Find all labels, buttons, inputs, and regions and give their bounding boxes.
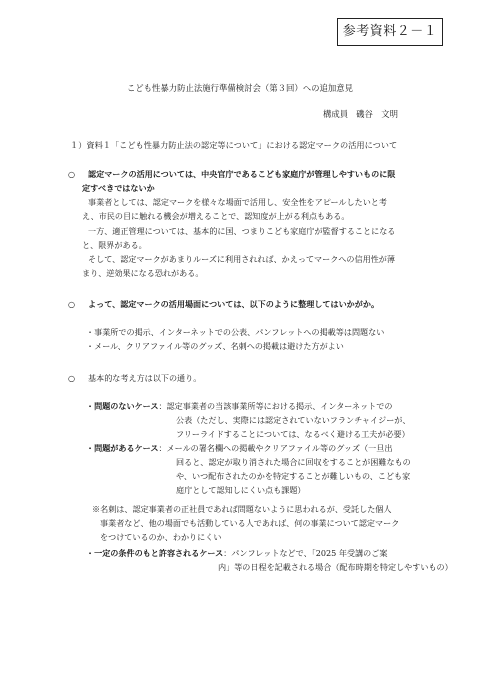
author-name: 磯谷 文明: [356, 109, 398, 119]
case2-line-3: や、いつ配布されたのかを特定することが難しいもの、こども家: [176, 471, 411, 481]
p1-body-line-2: え、市民の目に触れる機会が増えることで、認知度が上がる利点もある。: [82, 211, 350, 221]
p1-heading-line-1: ○ 認定マークの活用については、中央官庁であるこども家庭庁が管理しやすいものに限: [68, 169, 396, 179]
document-title: こども性暴力防止法施行準備検討会（第３回）への追加意見: [126, 83, 354, 93]
p1-body-line-1: 事業者としては、認定マークを様々な場面で活用し、安全性をアピールしたいと考: [88, 197, 387, 207]
p1-body-line-4: と、限界がある。: [82, 240, 147, 250]
p2-item-2: ・メール、クリアファイル等のグッズ、名刺への掲載は避けた方がよい: [86, 341, 344, 351]
author-role: 構成員: [323, 109, 349, 119]
note-line-2: 事業者など、他の場面でも活動している人であれば、何の事業について認定マーク: [100, 518, 400, 528]
case1-label: ・問題のないケース: [86, 401, 159, 411]
section-heading-1: １）資料１「こども性暴力防止法の認定等について」における認定マークの活用について: [70, 140, 398, 150]
p3-bullet: ○: [68, 373, 76, 383]
case2-line-1: ・問題があるケース：メールの署名欄への掲載やクリアファイル等のグッズ（一旦出: [86, 443, 393, 453]
case3-line-1: ・一定の条件のもと許容されるケース：パンフレットなどで、「2025 年受講のご案: [86, 548, 388, 558]
case1-line-3: フリーライドすることについては、なるべく避ける工夫が必要）: [176, 429, 410, 439]
p1-bullet: ○: [68, 169, 76, 179]
p2-bullet: ○: [68, 299, 76, 309]
note-line-3: をつけているのか、わかりにくい: [100, 532, 222, 542]
p1-heading-line-2: 定すべきではないか: [82, 183, 155, 193]
case2-line-2: 回ると、認定が取り消された場合に回収をすることが困難なもの: [176, 457, 411, 467]
p3-heading: ○ 基本的な考え方は以下の通り。: [68, 373, 202, 383]
p1-body-line-6: まり、逆効果になる恐れがある。: [82, 268, 204, 278]
case2-line-4: 庭庁として認知しにくい点も課題）: [176, 485, 306, 495]
case1-line-2: 公表（ただし、実際には認定されていないフランチャイジーが、: [176, 415, 411, 425]
case3-line-2: 内」等の日程を記載される場合（配布時期を特定しやすいもの）: [218, 562, 453, 572]
author-line: [323, 108, 398, 120]
p2-item-1: ・事業所での掲示、インターネットでの公表、パンフレットへの掲載等は問題ない: [86, 327, 385, 337]
reference-label-box: 参考資料２－１: [337, 18, 443, 46]
p1-body-line-5: そして、認定マークがあまりルーズに利用されれば、かえってマークへの信用性が薄: [88, 254, 395, 264]
case2-label: ・問題があるケース: [86, 443, 159, 453]
p2-heading: ○ よって、認定マークの活用場面については、以下のように整理してはいかがか。: [68, 299, 380, 309]
note-line-1: ※名刺は、認定事業者の正社員であれば問題ないように思われるが、受託した個人: [92, 504, 392, 514]
p1-body-line-3: 一方、適正管理については、基本的に国、つまりこども家庭庁が監督することになる: [88, 226, 396, 236]
case3-label: ・一定の条件のもと許容されるケース: [86, 548, 224, 558]
case1-line-1: ・問題のないケース：認定事業者の当該事業所等における掲示、インターネットでの: [86, 401, 393, 411]
